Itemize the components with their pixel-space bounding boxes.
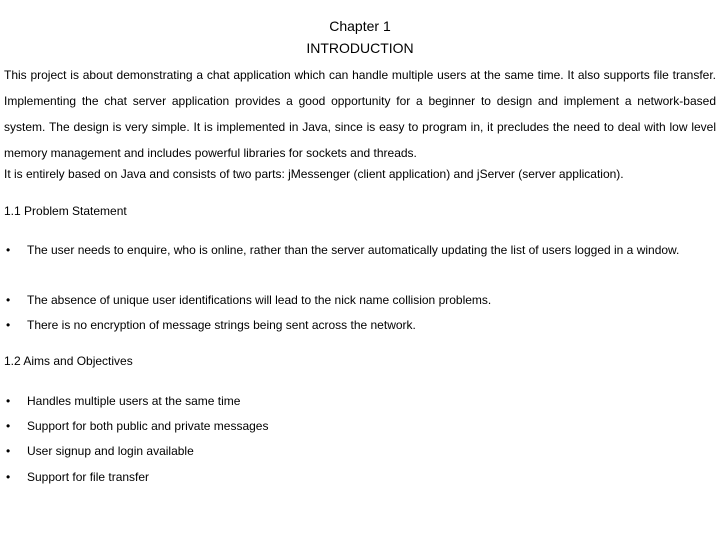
chapter-title: INTRODUCTION xyxy=(306,40,414,56)
aims-heading: 1.2 Aims and Objectives xyxy=(4,354,133,368)
bullet-marker: • xyxy=(6,243,11,257)
list-item-text: User signup and login available xyxy=(27,444,194,458)
intro-paragraph-2: It is entirely based on Java and consists of two parts: jMessenger (client application) and jServer (server application). xyxy=(4,167,624,181)
list-item xyxy=(4,389,704,413)
list-item-text: The absence of unique user identifications will lead to the nick name collision problems. xyxy=(27,293,492,307)
bullet-marker: • xyxy=(6,293,11,307)
list-item xyxy=(4,238,704,262)
list-item xyxy=(4,313,704,337)
list-item-text: Support for file transfer xyxy=(27,470,150,484)
intro-paragraph-1: This project is about demonstrating a chat application which can handle multiple users at the same time. It also supports file transfer. Implementing the chat server application provides a good opportunity for a beginner to design and implement a network-based system. The design is very simple. It is implemented in Java, since is easy to program in, it precludes the need to deal with low level memory management and includes powerful libraries for sockets and threads. xyxy=(4,68,716,160)
list-item-text: Support for both public and private messages xyxy=(27,419,269,433)
list-item-text: The user needs to enquire, who is online, rather than the server automatically updating the list of users logged in a window. xyxy=(27,243,680,257)
chapter-number: Chapter 1 xyxy=(329,18,391,34)
bullet-marker: • xyxy=(6,394,11,408)
list-item-text: Handles multiple users at the same time xyxy=(27,394,241,408)
bullet-marker: • xyxy=(6,444,11,458)
list-item xyxy=(4,439,704,463)
bullet-marker: • xyxy=(6,419,11,433)
list-item-text: There is no encryption of message strings being sent across the network. xyxy=(27,318,416,332)
bullet-marker: • xyxy=(6,318,11,332)
list-item xyxy=(4,414,704,438)
list-item xyxy=(4,465,704,489)
list-item xyxy=(4,288,704,312)
problem-statement-heading: 1.1 Problem Statement xyxy=(4,204,127,218)
bullet-marker: • xyxy=(6,470,11,484)
